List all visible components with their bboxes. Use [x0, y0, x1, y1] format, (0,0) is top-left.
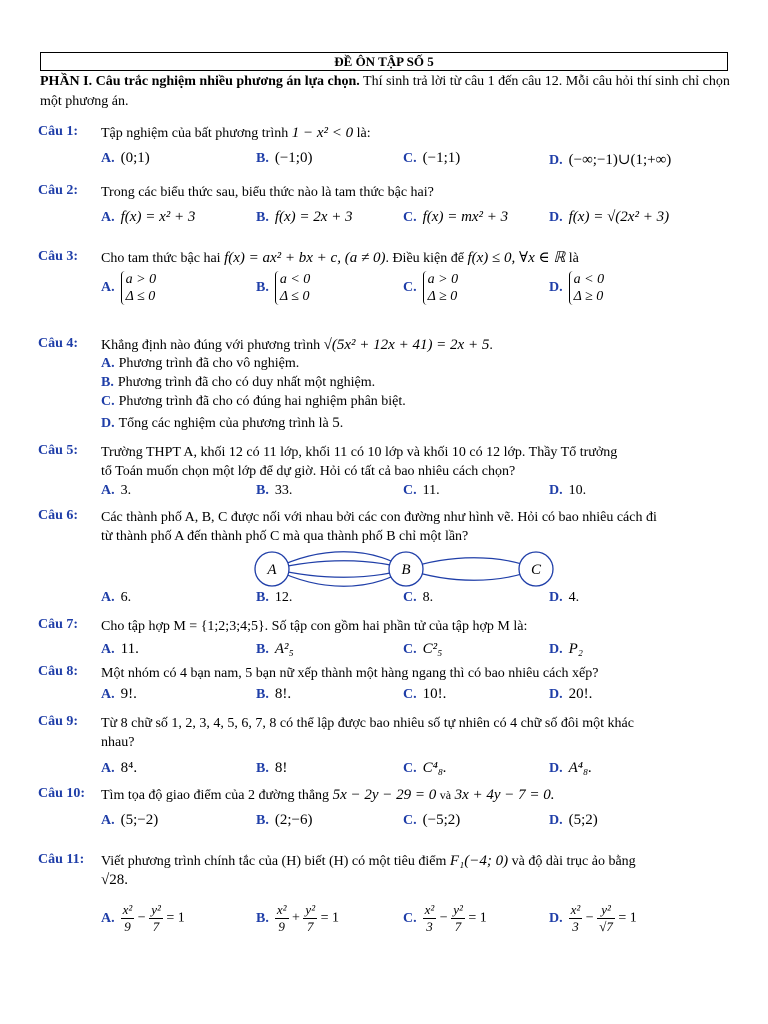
- question-text: Cho tập hợp M = {1;2;3;4;5}. Số tập con gồm hai phần tử của tập hợp M là:: [101, 619, 528, 634]
- option-d[interactable]: D. P₂: [549, 641, 584, 657]
- option-d[interactable]: D. 10.: [549, 483, 587, 498]
- question-label: Câu 7:: [38, 617, 79, 632]
- option-b[interactable]: B. Phương trình đã cho có duy nhất một nghiệm.: [101, 375, 376, 390]
- road-ab-3: [274, 569, 406, 577]
- option-d[interactable]: D. f(x) = √(2x² + 3): [549, 209, 670, 225]
- question-label: Câu 5:: [38, 443, 79, 458]
- exam-title: ĐỀ ÔN TẬP SỐ 5: [40, 52, 728, 71]
- option-d[interactable]: D. 4.: [549, 590, 580, 605]
- option-b[interactable]: B.a < 0 Δ ≤ 0: [256, 272, 311, 304]
- option-c[interactable]: C. (−1;1): [403, 150, 461, 166]
- option-a[interactable]: A.a > 0 Δ ≤ 0: [101, 272, 157, 304]
- option-a[interactable]: A. 8⁴.: [101, 760, 138, 776]
- question-label: Câu 1:: [38, 124, 79, 139]
- option-a[interactable]: A. Phương trình đã cho vô nghiệm.: [101, 356, 300, 371]
- question-text: Các thành phố A, B, C được nối với nhau bởi các con đường như hình vẽ. Hỏi có bao nhiêu cách đi từ thành phố A đến thành phố C mà qua thành phố B chỉ một lần?: [101, 510, 657, 544]
- road-bc-2: [406, 569, 536, 580]
- option-b[interactable]: B. f(x) = 2x + 3: [256, 209, 353, 225]
- question-label: Câu 3:: [38, 249, 79, 264]
- option-c[interactable]: C. 8.: [403, 590, 434, 605]
- option-b[interactable]: B. 8!.: [256, 686, 292, 702]
- question-label: Câu 4:: [38, 336, 79, 351]
- city-a-label: A: [267, 562, 277, 578]
- option-b[interactable]: B. A²₅: [256, 641, 294, 657]
- option-d[interactable]: D. Tổng các nghiệm của phương trình là 5.: [101, 415, 344, 431]
- road-ab-2: [274, 561, 406, 569]
- question-text: Khẳng định nào đúng với phương trình √(5x² + 12x + 41) = 2x + 5.: [101, 337, 493, 353]
- option-c[interactable]: C. (−5;2): [403, 812, 461, 828]
- question-text: Từ 8 chữ số 1, 2, 3, 4, 5, 6, 7, 8 có thể lập được bao nhiêu số tự nhiên có 4 chữ số đôi một khác nhau?: [101, 716, 634, 750]
- question-label: Câu 6:: [38, 508, 79, 523]
- part-description: Thí sinh trả lời từ câu 1 đến câu 12. Mỗi câu hỏi thí sinh chỉ chọn một phương án.: [40, 74, 730, 109]
- option-b[interactable]: B. (−1;0): [256, 150, 313, 166]
- option-b[interactable]: B. (2;−6): [256, 812, 313, 828]
- option-d[interactable]: D. $\frac{\text{x²}}{3}$ − $\frac{\text{y²}}{√7}$ = 1: [549, 902, 637, 934]
- question-text: Tìm tọa độ giao điểm của 2 đường thẳng 5x − 2y − 29 = 0 và 3x + 4y − 7 = 0.: [101, 787, 555, 803]
- option-d[interactable]: D. 20!.: [549, 686, 593, 702]
- part-heading: PHẦN I. Câu trắc nghiệm nhiều phương án lựa chọn.: [40, 74, 360, 89]
- option-c[interactable]: C. Phương trình đã cho có đúng hai nghiệm phân biệt.: [101, 394, 406, 409]
- question-label: Câu 8:: [38, 664, 79, 679]
- option-b[interactable]: B. 12.: [256, 590, 293, 605]
- option-c[interactable]: C. 11.: [403, 483, 440, 498]
- city-roads-diagram: [250, 548, 560, 590]
- option-d[interactable]: D. A⁴₈.: [549, 760, 592, 776]
- option-c[interactable]: C. 10!.: [403, 686, 447, 702]
- question-text: Một nhóm có 4 bạn nam, 5 bạn nữ xếp thành một hàng ngang thì có bao nhiêu cách xếp?: [101, 666, 599, 681]
- option-a[interactable]: A. 3.: [101, 483, 132, 498]
- option-c[interactable]: C. C²₅: [403, 641, 443, 657]
- question-text: Tập nghiệm của bất phương trình 1 − x² < 0 là:: [101, 125, 371, 141]
- part-instructions: [40, 72, 730, 112]
- question-text: Trong các biểu thức sau, biểu thức nào là tam thức bậc hai?: [101, 185, 434, 200]
- option-b[interactable]: B. $\frac{\text{x²}}{9}$ + $\frac{\text{y²}}{7}$ = 1: [256, 902, 339, 934]
- question-label: Câu 11:: [38, 852, 85, 867]
- option-d[interactable]: D. (5;2): [549, 812, 598, 828]
- question-text: Viết phương trình chính tắc của (H) biết (H) có một tiêu điểm F₁(−4; 0) và độ dài trục ảo bằng √28.: [101, 853, 636, 888]
- question-label: Câu 10:: [38, 786, 86, 801]
- city-c-label: C: [530, 562, 542, 578]
- option-c[interactable]: C. $\frac{\text{x²}}{3}$ − $\frac{\text{y²}}{7}$ = 1: [403, 902, 487, 934]
- option-c[interactable]: C.a > 0 Δ ≥ 0: [403, 272, 459, 304]
- option-a[interactable]: A. 11.: [101, 641, 139, 657]
- option-b[interactable]: B. 8!: [256, 760, 288, 776]
- question-label: Câu 2:: [38, 183, 79, 198]
- option-a[interactable]: A. (0;1): [101, 150, 150, 166]
- option-a[interactable]: A. (5;−2): [101, 812, 159, 828]
- option-c[interactable]: C. f(x) = mx² + 3: [403, 209, 509, 225]
- option-c[interactable]: C. C⁴₈.: [403, 760, 447, 776]
- road-bc-1: [406, 558, 536, 569]
- option-a[interactable]: A. 9!.: [101, 686, 137, 702]
- option-a[interactable]: A. 6.: [101, 590, 132, 605]
- option-d[interactable]: D. (−∞;−1)∪(1;+∞): [549, 152, 672, 168]
- option-d[interactable]: D.a < 0 Δ ≥ 0: [549, 272, 605, 304]
- city-b-label: B: [401, 562, 411, 578]
- option-a[interactable]: A. $\frac{\text{x²}}{9}$ − $\frac{\text{y²}}{7}$ = 1: [101, 902, 185, 934]
- option-b[interactable]: B. 33.: [256, 483, 293, 498]
- option-a[interactable]: A. f(x) = x² + 3: [101, 209, 196, 225]
- question-text: Cho tam thức bậc hai f(x) = ax² + bx + c, (a ≠ 0). Điều kiện để f(x) ≤ 0, ∀x ∈ ℝ là: [101, 250, 579, 266]
- question-text: Trường THPT A, khối 12 có 11 lớp, khối 11 có 10 lớp và khối 10 có 12 lớp. Thầy Tổ trưởng tổ Toán muốn chọn một lớp để dự giờ. Hỏi có tất cả bao nhiêu cách chọn?: [101, 445, 618, 479]
- question-label: Câu 9:: [38, 714, 79, 729]
